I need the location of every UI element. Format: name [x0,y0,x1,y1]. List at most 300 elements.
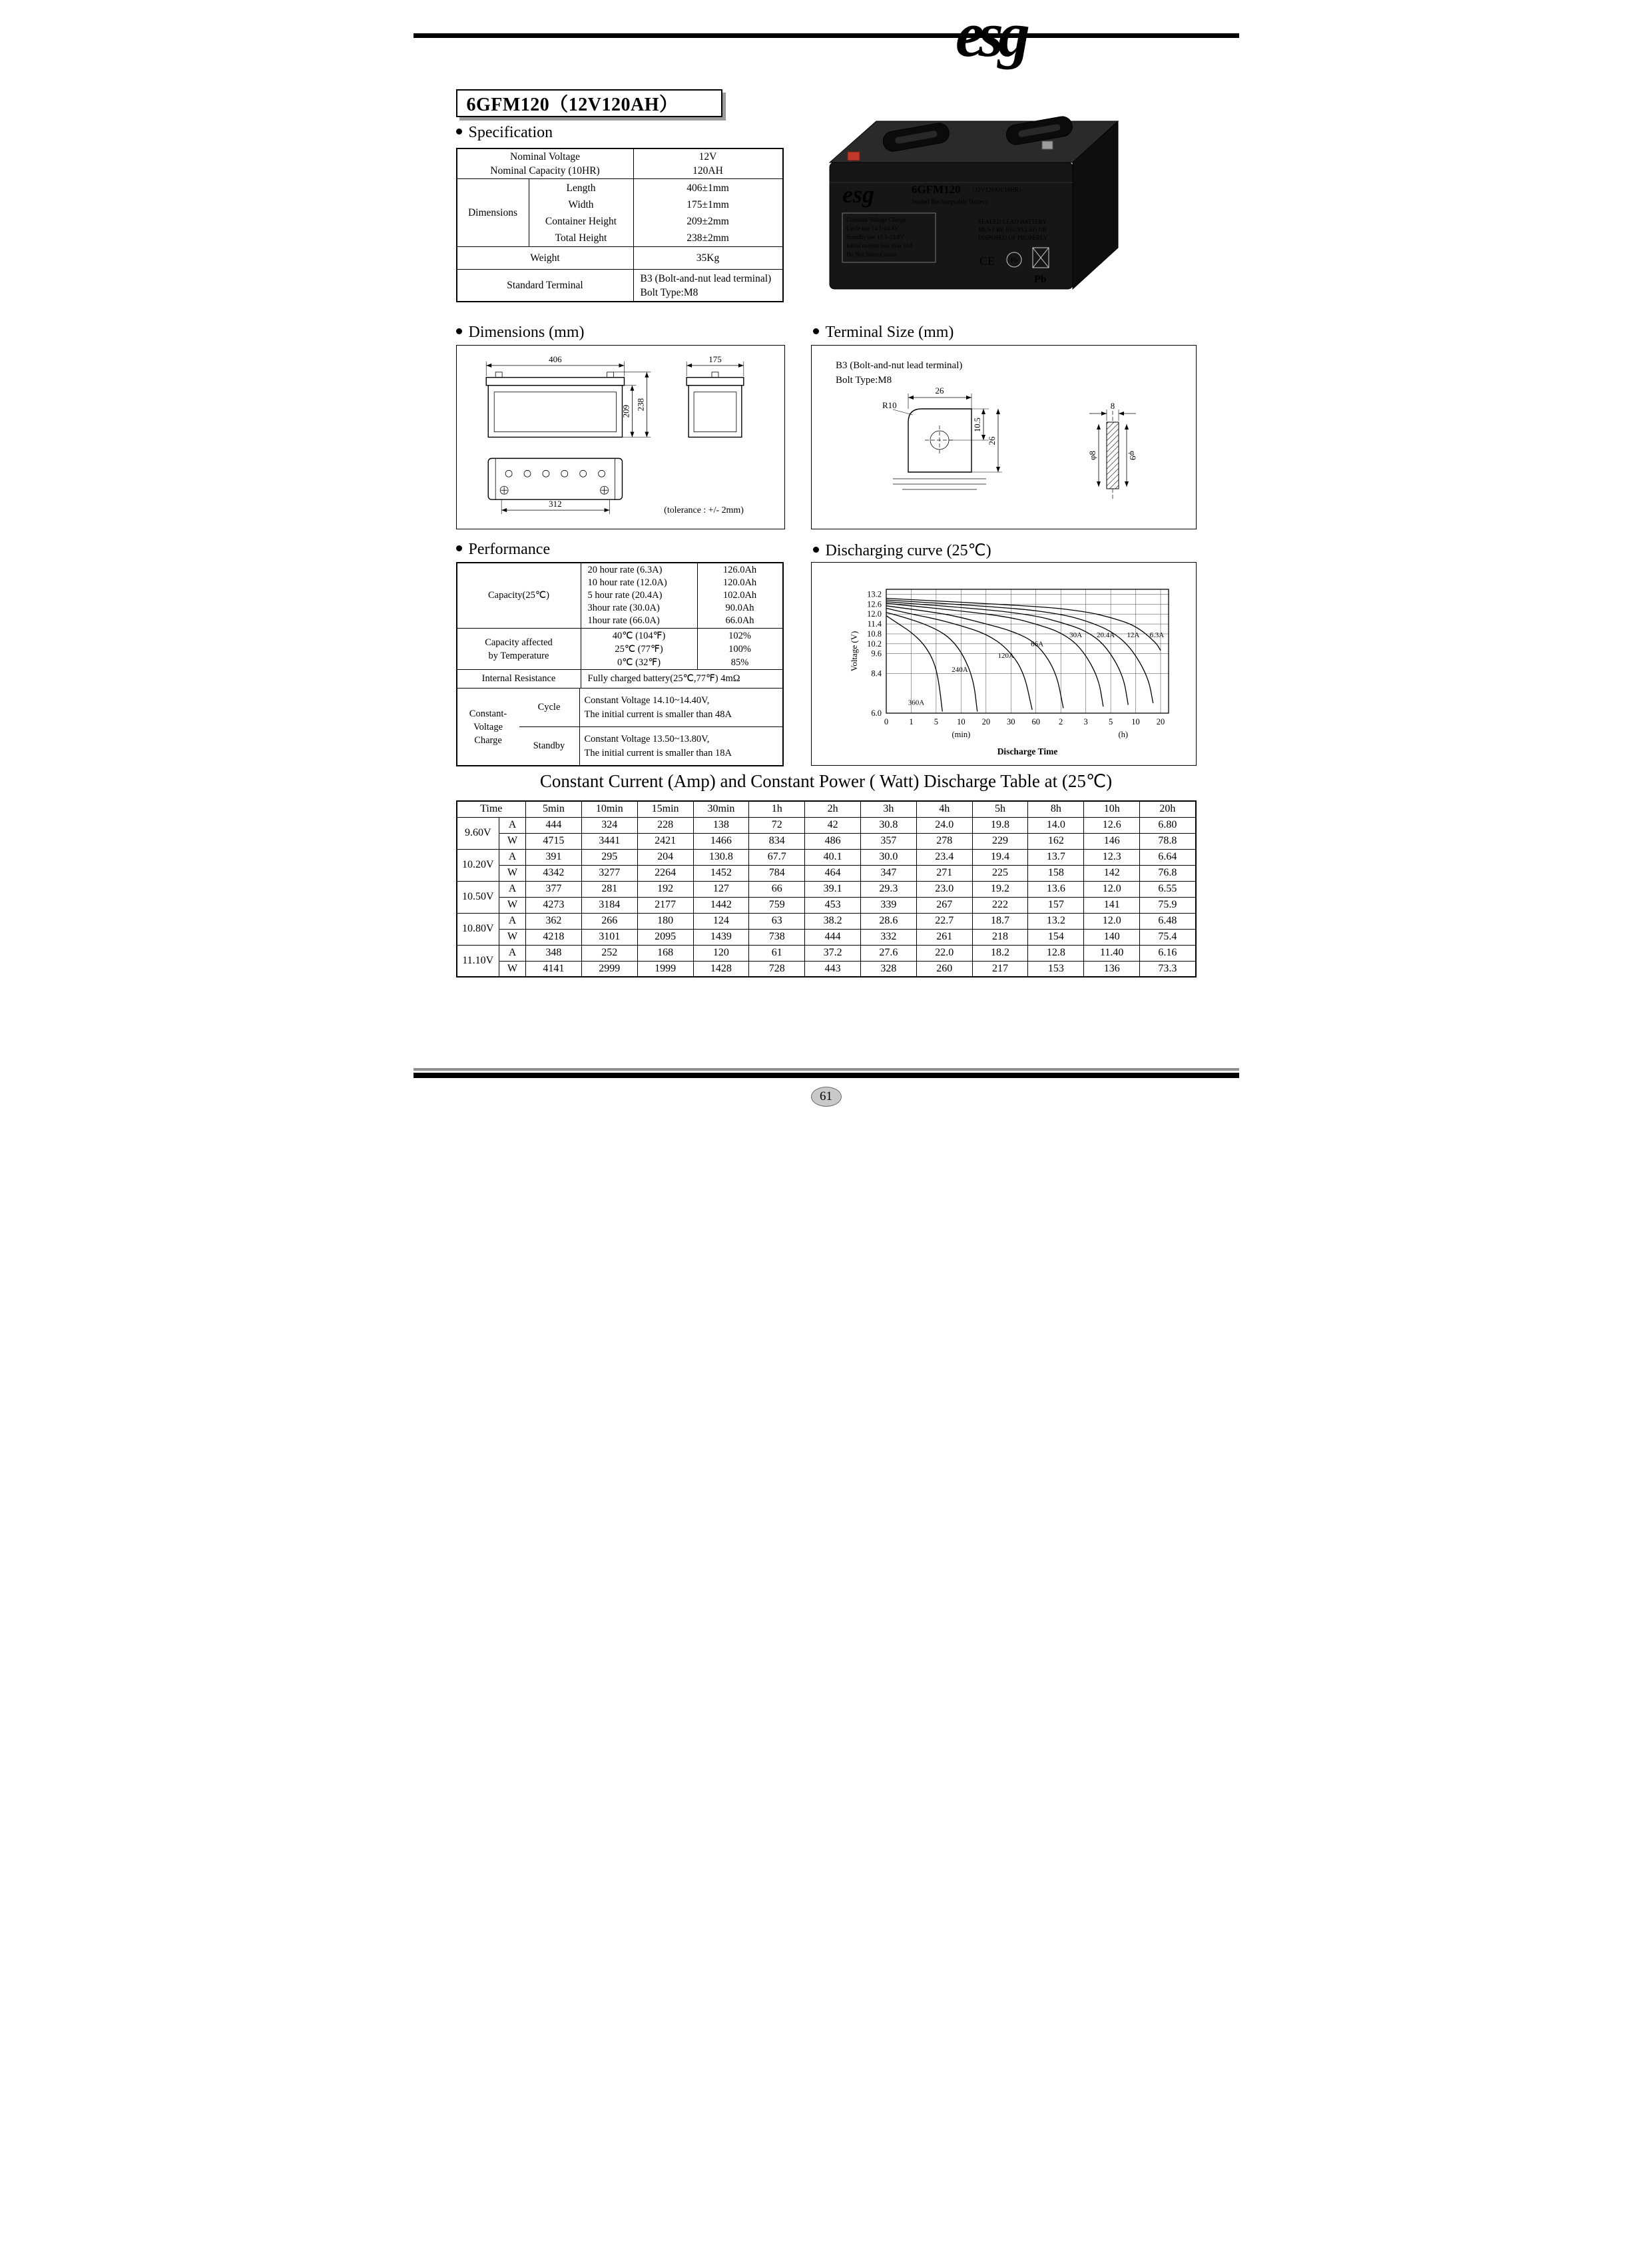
power-value-cell: 140 [1084,929,1140,945]
discharge-table [456,800,1197,978]
unit-a-cell: A [499,945,526,961]
heading-terminal-size: Terminal Size (mm) [813,324,954,342]
heading-specification: Specification [456,124,553,142]
side-view [687,354,744,437]
y-axis-title: Voltage (V) [848,631,859,672]
power-value-cell: 153 [1028,961,1084,977]
current-value-cell: 66 [749,881,805,897]
power-value-cell: 728 [749,961,805,977]
power-value-cell: 332 [860,929,916,945]
cvc-standby-row [519,726,782,765]
current-value-cell: 124 [693,913,749,929]
product-title: 6GFM120（12V120AH） [466,95,679,115]
x-tick: 30 [1006,717,1015,726]
discharge-curve-box [811,562,1197,766]
product-title-box [456,89,722,117]
current-value-cell: 19.2 [972,881,1028,897]
standby-value-line1: Constant Voltage 13.50~13.80V, [584,733,710,744]
power-value-cell: 136 [1084,961,1140,977]
col-header-5min: 5min [526,801,582,817]
cycle-value-line2: The initial current is smaller than 48A [584,708,732,720]
current-value-cell: 12.3 [1084,849,1140,865]
battery-recycle-line2: MUST BE RECYCLED OR [977,226,1047,233]
dim-total-height-label: Total Height [555,232,607,244]
current-value-cell: 6.55 [1140,881,1196,897]
y-tick-13.2: 13.2 [866,589,882,599]
power-value-cell: 217 [972,961,1028,977]
cvc-label-line2: Voltage [473,721,503,732]
unit-w-cell: W [499,929,526,945]
power-value-cell: 339 [860,897,916,913]
power-value-cell: 3441 [581,833,637,849]
power-value-cell: 267 [916,897,972,913]
x-tick: 10 [1131,717,1140,726]
svg-text:Pb: Pb [1010,257,1017,264]
power-value-cell: 328 [860,961,916,977]
power-value-cell: 73.3 [1140,961,1196,977]
rate-10h: 10 hour rate (12.0A) [587,577,667,588]
battery-brand: esg [842,181,874,208]
capacity-3h: 90.0Ah [725,603,754,613]
current-value-cell: 362 [526,913,582,929]
battery-subtitle: Sealed Rechargeable Battery [911,198,988,206]
current-value-cell: 12.0 [1084,881,1140,897]
power-value-cell: 2421 [637,833,693,849]
performance-table [456,562,784,766]
current-value-cell: 13.2 [1028,913,1084,929]
current-value-cell: 12.6 [1084,817,1140,833]
current-value-cell: 61 [749,945,805,961]
x-tick: 5 [1108,717,1113,726]
page-number: 61 [811,1087,842,1107]
x-tick: 1 [908,717,914,726]
col-header-4h: 4h [916,801,972,817]
power-value-cell: 222 [972,897,1028,913]
battery-terminal-post [1042,141,1053,149]
current-value-cell: 281 [581,881,637,897]
power-value-cell: 4342 [526,865,582,881]
dim-26-top-label: 26 [935,386,944,396]
current-value-cell: 295 [581,849,637,865]
power-value-cell: 75.9 [1140,897,1196,913]
current-value-cell: 130.8 [693,849,749,865]
bullet-icon [456,545,462,551]
power-value-cell: 4273 [526,897,582,913]
voltage-cell: 11.10V [457,945,499,977]
current-value-cell: 6.48 [1140,913,1196,929]
curve-12A [886,600,1153,703]
current-value-cell: 18.7 [972,913,1028,929]
current-value-cell: 40.1 [805,849,861,865]
power-value-cell: 146 [1084,833,1140,849]
unit-w-cell: W [499,865,526,881]
dim-175-label: 175 [708,354,722,364]
power-value-cell: 3184 [581,897,637,913]
current-value-cell: 13.6 [1028,881,1084,897]
power-value-cell: 2999 [581,961,637,977]
power-value-cell: 1439 [693,929,749,945]
curve-6.3A [886,599,1161,651]
rate-1h: 1hour rate (66.0A) [587,615,660,626]
esg-logo [950,0,1143,70]
unit-a-cell: A [499,849,526,865]
y-tick-12.6: 12.6 [866,599,882,609]
pb-large-mark: Pb [1033,274,1047,285]
power-value-cell: 2264 [637,865,693,881]
y-tick-8.4: 8.4 [870,669,882,679]
bottom-terminal-marks [500,486,608,494]
heading-performance: Performance [456,541,551,559]
discharge-table-title: Constant Current (Amp) and Constant Power ( Watt) Discharge Table at (25℃) [539,771,1113,791]
front-view [486,354,651,437]
power-value-cell: 260 [916,961,972,977]
power-value-cell: 4141 [526,961,582,977]
standby-label: Standby [533,740,565,751]
current-value-cell: 23.0 [916,881,972,897]
cvc-label-line3: Charge [474,734,502,746]
dim-406-label: 406 [548,354,562,364]
power-value-cell: 1442 [693,897,749,913]
power-value-cell: 486 [805,833,861,849]
spec-row-nominal [457,149,782,178]
power-value-cell: 157 [1028,897,1084,913]
unit-a-cell: A [499,913,526,929]
current-value-cell: 63 [749,913,805,929]
col-header-2h: 2h [805,801,861,817]
current-value-cell: 324 [581,817,637,833]
current-value-cell: 348 [526,945,582,961]
time-header: Time [457,801,526,817]
unit-a-cell: A [499,881,526,897]
esg-logo-text: esg [955,0,1025,70]
current-value-cell: 228 [637,817,693,833]
col-header-20h: 20h [1140,801,1196,817]
power-value-cell: 4218 [526,929,582,945]
internal-resistance-label: Internal Resistance [481,673,556,684]
rate-5h: 5 hour rate (20.4A) [587,590,663,601]
cvc-cycle-row [519,689,782,726]
power-value-cell: 2095 [637,929,693,945]
dim-phi8-label: φ8 [1087,450,1097,461]
curve-label-20.4A: 20.4A [1096,631,1115,639]
temp-label-line2: by Temperature [488,650,549,661]
curve-30A [886,603,1103,706]
temp-0c: 0℃ (32℉) [617,657,661,668]
col-header-10min: 10min [581,801,637,817]
specification-table [456,148,784,302]
power-value-cell: 141 [1084,897,1140,913]
y-tick-10.2: 10.2 [866,639,882,649]
power-value-cell: 78.8 [1140,833,1196,849]
current-value-cell: 120 [693,945,749,961]
y-tick-11.4: 11.4 [867,619,882,629]
power-value-cell: 154 [1028,929,1084,945]
current-value-cell: 23.4 [916,849,972,865]
current-value-cell: 67.7 [749,849,805,865]
perf-row-cvc [457,688,782,765]
battery-standby-use: Standby use 13.5-13.8V [846,234,904,240]
curve-label-6.3A: 6.3A [1149,631,1164,639]
x-tick: 3 [1083,717,1088,726]
terminal-value-line2: Bolt Type:M8 [640,286,698,298]
heading-discharging-curve: Discharging curve (25℃) [813,541,991,560]
dim-209-label: 209 [620,404,631,418]
dim-26-side-label: 26 [986,436,997,445]
x-unit-hours: (h) [1118,730,1128,739]
temp-label-line1: Capacity affected [485,637,553,648]
unit-w-cell: W [499,961,526,977]
battery-initial-current: Initial current less than 18A [846,242,913,249]
terminal-drawing [812,346,1195,528]
x-tick: 20 [981,717,990,726]
dim-length-value: 406±1mm [687,182,729,194]
power-value-cell: 1428 [693,961,749,977]
current-value-cell: 13.7 [1028,849,1084,865]
battery-model: 6GFM120 [911,183,961,196]
current-value-cell: 29.3 [860,881,916,897]
power-value-cell: 225 [972,865,1028,881]
battery-recycle-line3: DISPOSED OF PROPERLY [977,234,1047,241]
current-value-cell: 6.80 [1140,817,1196,833]
y-tick-6.0: 6.0 [870,708,882,718]
power-value-cell: 759 [749,897,805,913]
dim-238-label: 238 [635,398,645,412]
x-tick: 10 [956,717,965,726]
battery-model-suffix: (12V120AH/10HR) [972,186,1021,193]
temp-40c-value: 102% [728,630,751,641]
curve-label-240A: 240A [951,666,968,674]
rate-3h: 3hour rate (30.0A) [587,603,660,613]
unit-a-cell: A [499,817,526,833]
current-value-cell: 252 [581,945,637,961]
bullet-icon [456,328,462,334]
cycle-label: Cycle [537,702,561,712]
weight-label: Weight [530,252,560,264]
dim-total-height-value: 238±2mm [687,232,729,244]
power-value-cell: 2177 [637,897,693,913]
power-value-cell: 1452 [693,865,749,881]
current-value-cell: 37.2 [805,945,861,961]
col-header-10h: 10h [1084,801,1140,817]
x-tick: 60 [1031,717,1040,726]
current-value-cell: 12.8 [1028,945,1084,961]
dim-312-label: 312 [548,499,562,509]
current-value-cell: 6.16 [1140,945,1196,961]
capacity-1h: 66.0Ah [725,615,754,626]
x-tick: 0 [884,717,888,726]
spec-row-weight [457,246,782,269]
dim-width-label: Width [568,198,594,210]
current-value-cell: 444 [526,817,582,833]
unit-w-cell: W [499,897,526,913]
current-value-cell: 22.0 [916,945,972,961]
power-value-cell: 142 [1084,865,1140,881]
dimensions-label: Dimensions [467,206,518,218]
power-value-cell: 784 [749,865,805,881]
temp-0c-value: 85% [730,657,749,668]
voltage-cell: 9.60V [457,817,499,849]
battery-cycle-use: Cycle use 14.1-14.4V [846,225,898,232]
power-value-cell: 76.8 [1140,865,1196,881]
x-tick: 20 [1156,717,1165,726]
perf-row-temperature [457,628,782,669]
capacity-10h: 120.0Ah [722,577,757,588]
temp-25c-value: 100% [728,643,751,655]
power-value-cell: 1466 [693,833,749,849]
terminal-top-view [882,386,1002,489]
power-value-cell: 158 [1028,865,1084,881]
capacity-label: Capacity(25℃) [488,590,549,601]
current-value-cell: 266 [581,913,637,929]
power-value-cell: 162 [1028,833,1084,849]
dim-container-height-label: Container Height [545,215,617,227]
datasheet-page [413,0,1239,1121]
spec-row-terminal [457,269,782,301]
current-value-cell: 14.0 [1028,817,1084,833]
battery-red-terminal-cap [848,152,860,160]
dimensions-drawing-box [456,345,785,529]
curve-label-360A: 360A [908,699,924,707]
current-value-cell: 391 [526,849,582,865]
power-value-cell: 1999 [637,961,693,977]
perf-row-capacity [457,563,782,628]
dim-8-label: 8 [1110,401,1115,411]
dim-phi9-label: φ9 [1127,450,1138,461]
curve-label-66A: 66A [1030,640,1043,649]
x-axis-title: Discharge Time [997,746,1057,756]
dim-r10-label: R10 [882,400,897,410]
dim-width-value: 175±1mm [687,198,729,210]
power-value-cell: 834 [749,833,805,849]
cycle-value-line1: Constant Voltage 14.10~14.40V, [584,695,710,706]
battery-product-image [813,83,1126,314]
spec-row-dimensions [457,178,782,246]
dim-container-height-value: 209±2mm [687,215,729,227]
cvc-label-line1: Constant- [469,708,507,719]
unit-w-cell: W [499,833,526,849]
current-value-cell: 22.7 [916,913,972,929]
power-value-cell: 444 [805,929,861,945]
bottom-view [488,458,622,514]
current-value-cell: 30.8 [860,817,916,833]
current-value-cell: 377 [526,881,582,897]
power-value-cell: 3101 [581,929,637,945]
power-value-cell: 738 [749,929,805,945]
power-value-cell: 278 [916,833,972,849]
voltage-cell: 10.80V [457,913,499,945]
current-value-cell: 24.0 [916,817,972,833]
nominal-capacity-label: Nominal Capacity (10HR) [490,165,600,176]
col-header-3h: 3h [860,801,916,817]
current-value-cell: 39.1 [805,881,861,897]
curve-label-12A: 12A [1126,631,1139,639]
current-value-cell: 127 [693,881,749,897]
internal-resistance-value: Fully charged battery(25℃,77℉) 4mΩ [581,670,782,688]
curve-360A [886,616,942,712]
nominal-voltage-value: 12V [698,151,717,162]
x-unit-min: (min) [951,730,970,739]
terminal-drawing-box [811,345,1197,529]
y-tick-12.0: 12.0 [866,609,882,619]
battery-charge-title: Constant Voltage Charge [846,216,906,223]
temp-25c: 25℃ (77℉) [615,643,663,655]
curve-label-30A: 30A [1069,631,1082,639]
dimensions-drawing [457,346,784,528]
tolerance-note: (tolerance : +/- 2mm) [663,505,744,516]
x-tick: 5 [934,717,938,726]
battery-short-circuit-warning: Do Not Short Circuit [846,251,897,258]
temp-40c: 40℃ (104℉) [612,630,666,641]
current-value-cell: 42 [805,817,861,833]
current-value-cell: 38.2 [805,913,861,929]
current-value-cell: 192 [637,881,693,897]
footer-black-bar [413,1073,1239,1078]
power-value-cell: 464 [805,865,861,881]
power-value-cell: 453 [805,897,861,913]
col-header-1h: 1h [749,801,805,817]
x-tick: 2 [1058,717,1063,726]
current-value-cell: 180 [637,913,693,929]
dim-length-label: Length [566,182,596,194]
current-value-cell: 18.2 [972,945,1028,961]
power-value-cell: 261 [916,929,972,945]
rate-20h: 20 hour rate (6.3A) [587,565,663,575]
current-value-cell: 6.64 [1140,849,1196,865]
terminal-desc-line2: Bolt Type:M8 [835,375,892,386]
nominal-capacity-value: 120AH [692,165,723,176]
col-header-8h: 8h [1028,801,1084,817]
y-tick-10.8: 10.8 [866,629,882,639]
y-tick-9.6: 9.6 [870,649,882,659]
heading-dimensions: Dimensions (mm) [456,324,585,342]
bullet-icon [456,129,462,135]
power-value-cell: 4715 [526,833,582,849]
power-value-cell: 443 [805,961,861,977]
battery-recycle-line1: SEALED LEAD BATTERY [977,218,1047,225]
curve-label-120A: 120A [997,651,1014,660]
current-value-cell: 72 [749,817,805,833]
current-value-cell: 27.6 [860,945,916,961]
ce-mark: CE [979,254,995,268]
power-value-cell: 218 [972,929,1028,945]
current-value-cell: 11.40 [1084,945,1140,961]
bullet-icon [813,547,819,553]
power-value-cell: 357 [860,833,916,849]
curve-240A [886,613,977,712]
current-value-cell: 138 [693,817,749,833]
standby-value-line2: The initial current is smaller than 18A [584,747,732,758]
current-value-cell: 19.8 [972,817,1028,833]
power-value-cell: 3277 [581,865,637,881]
capacity-5h: 102.0Ah [722,590,757,601]
footer-gray-bar [413,1068,1239,1071]
current-value-cell: 30.0 [860,849,916,865]
dim-10-5-label: 10.5 [972,418,982,432]
col-header-30min: 30min [693,801,749,817]
current-value-cell: 12.0 [1084,913,1140,929]
perf-row-internal-resistance [457,669,782,688]
terminal-value-line1: B3 (Bolt-and-nut lead terminal) [640,272,772,284]
current-value-cell: 28.6 [860,913,916,929]
current-value-cell: 19.4 [972,849,1028,865]
current-value-cell: 168 [637,945,693,961]
current-value-cell: 204 [637,849,693,865]
terminal-section-view [1087,401,1138,500]
voltage-cell: 10.50V [457,881,499,913]
discharge-curve-chart [812,563,1195,765]
voltage-cell: 10.20V [457,849,499,881]
weight-value: 35Kg [633,247,782,269]
